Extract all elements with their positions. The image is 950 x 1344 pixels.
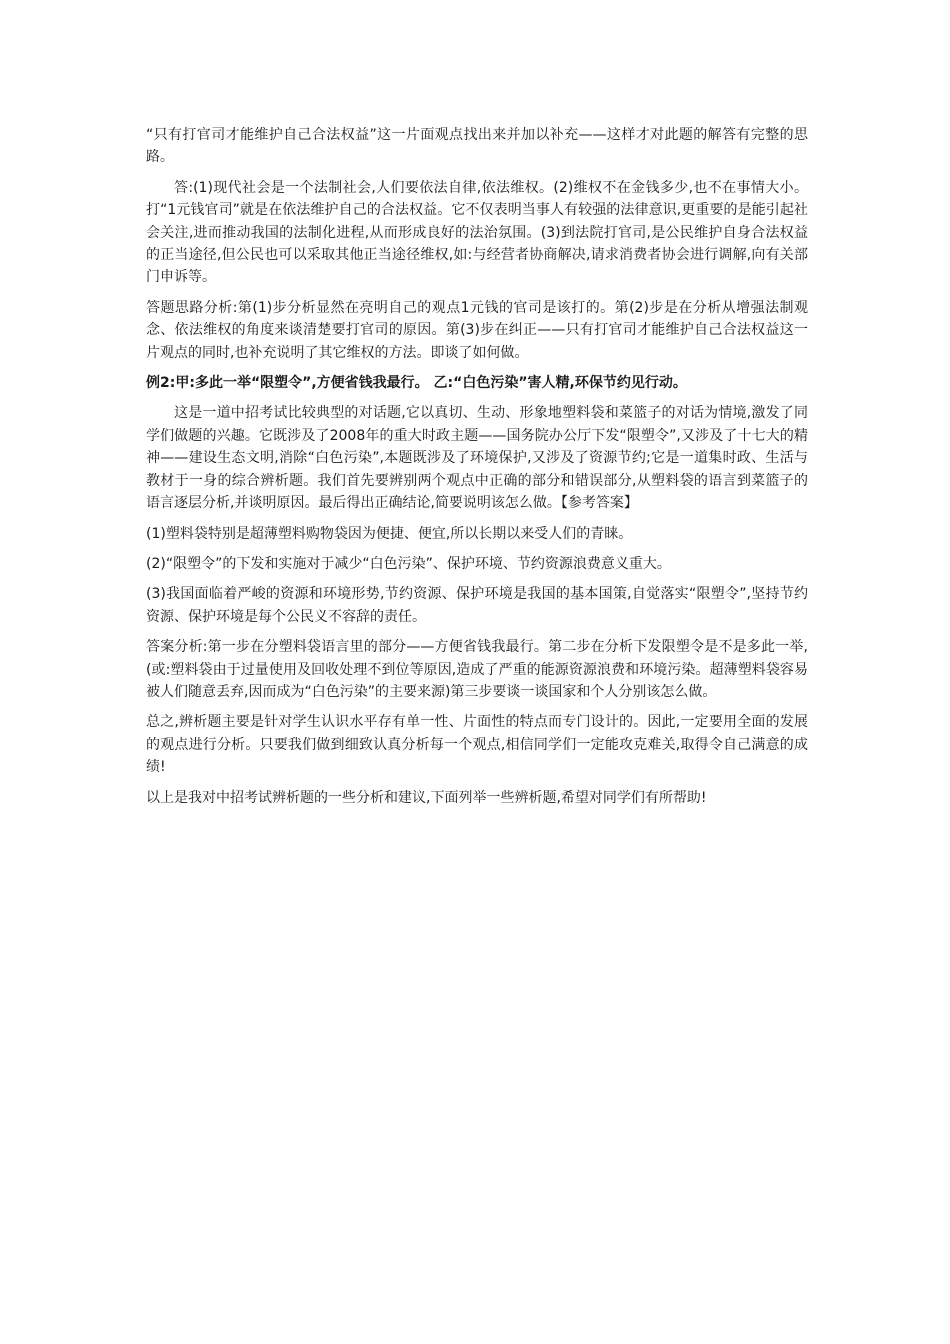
paragraph-analysis-1: 答题思路分析:第(1)步分析显然在亮明自己的观点1元钱的官司是该打的。第(2)步是在分析从增强法制观念、依法维权的角度来谈清楚要打官司的原因。第(3)步在纠正——只有打官司才能维护自己合法权益这一片观点的同时,也补充说明了其它维权的方法。即谈了如何做。 <box>146 299 808 361</box>
paragraph-example-2-intro: 这是一道中招考试比较典型的对话题,它以真切、生动、形象地塑料袋和菜篮子的对话为情境,激发了同学们做题的兴趣。它既涉及了2008年的重大时政主题——国务院办公厅下发“限塑令”,又涉及了十七大的精神——建设生态文明,消除“白色污染”,本题既涉及了环境保护,又涉及了资源节约;它是一道集时政、生活与教材于一身的综合辨析题。我们首先要辨别两个观点中正确的部分和错误部分,从塑料袋的语言到菜篮子的语言逐层分析,并谈明原因。最后得出正确结论,简要说明该怎么做。【参考答案】 <box>146 405 808 512</box>
answer-point-1: (1)塑料袋特别是超薄塑料购物袋因为便捷、便宜,所以长期以来受人们的青睐。 <box>146 525 633 542</box>
paragraph-summary: 总之,辨析题主要是针对学生认识水平存有单一性、片面性的特点而专门设计的。因此,一定要用全面的发展的观点进行分析。只要我们做到细致认真分析每一个观点,相信同学们一定能攻克难关,取得令自己满意的成绩! <box>146 714 808 776</box>
example-2-heading: 例2:甲:多此一举“限塑令”,方便省钱我最行。 乙:“白色污染”害人精,环保节约见行动。 <box>146 375 687 392</box>
paragraph-analysis-2: 答案分析:第一步在分塑料袋语言里的部分——方便省钱我最行。第二步在分析下发限塑令是不是多此一举,(或:塑料袋由于过量使用及回收处理不到位等原因,造成了严重的能源资源浪费和环境污染。超薄塑料袋容易被人们随意丢弃,因而成为“白色污染”的主要来源)第三步要谈一谈国家和个人分别该怎么做。 <box>146 639 808 700</box>
document-page <box>146 124 808 809</box>
paragraph-closing: 以上是我对中招考试辨析题的一些分析和建议,下面列举一些辨析题,希望对同学们有所帮助! <box>146 789 707 806</box>
answer-point-3: (3)我国面临着严峻的资源和环境形势,节约资源、保护环境是我国的基本国策,自觉落实“限塑令”,坚持节约资源、保护环境是每个公民义不容辞的责任。 <box>146 586 808 625</box>
paragraph-intro: “只有打官司才能维护自己合法权益”这一片面观点找出来并加以补充——这样才对此题的解答有完整的思路。 <box>146 127 808 166</box>
answer-point-2: (2)“限塑令”的下发和实施对于减少“白色污染”、保护环境、节约资源浪费意义重大。 <box>146 555 671 572</box>
paragraph-answer-1: 答:(1)现代社会是一个法制社会,人们要依法自律,依法维权。(2)维权不在金钱多少,也不在事情大小。打“1元钱官司”就是在依法维护自己的合法权益。它不仅表明当事人有较强的法律意识,更重要的是能引起社会关注,进而推动我国的法制化进程,从而形成良好的法治氛围。(3)到法院打官司,是公民维护自身合法权益的正当途径,但公民也可以采取其他正当途径维权,如:与经营者协商解决,请求消费者协会进行调解,向有关部门申诉等。 <box>146 179 808 286</box>
